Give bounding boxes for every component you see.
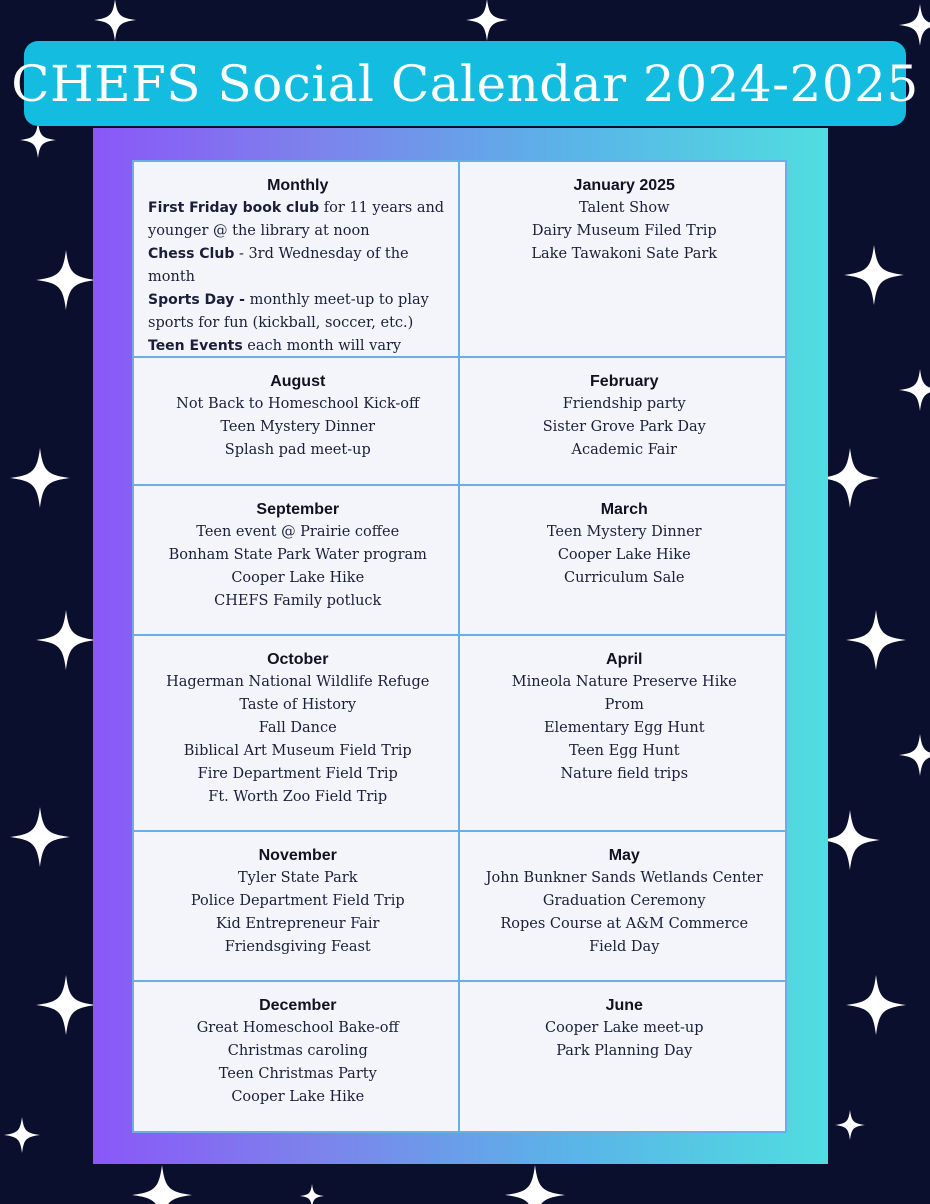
list-item: Teen Christmas Party — [218, 1066, 377, 1082]
list-item: Christmas caroling — [227, 1043, 368, 1059]
list-item: Great Homeschool Bake-off — [196, 1020, 399, 1036]
list-item: Cooper Lake Hike — [231, 1089, 365, 1105]
list-item: Cooper Lake meet-up — [545, 1020, 704, 1036]
list-item: Mineola Nature Preserve Hike — [511, 674, 737, 690]
cell-heading: April — [606, 651, 643, 668]
cell-september — [134, 486, 460, 636]
list-item: Ft. Worth Zoo Field Trip — [208, 789, 388, 805]
list-item: Dairy Museum Filed Trip — [531, 223, 717, 239]
list-item: Elementary Egg Hunt — [543, 720, 705, 736]
cell-march — [460, 486, 786, 636]
calendar-grid — [132, 160, 787, 1133]
cell-august — [134, 358, 460, 486]
list-item: Fall Dance — [258, 720, 337, 736]
star-icon — [10, 448, 70, 508]
cell-monthly — [134, 162, 460, 358]
list-item: John Bunkner Sands Wetlands Center — [485, 870, 763, 886]
cell-heading: October — [267, 651, 329, 668]
list-item: Ropes Course at A&M Commerce — [500, 916, 749, 932]
cell-heading: March — [600, 501, 648, 518]
list-item: Teen Events each month will vary — [148, 338, 402, 354]
cell-heading: December — [259, 997, 337, 1014]
star-icon — [94, 0, 136, 41]
cell-april — [460, 636, 786, 832]
star-icon — [36, 610, 96, 670]
star-icon — [36, 975, 96, 1035]
list-item: Police Department Field Trip — [190, 893, 405, 909]
cell-heading: August — [270, 373, 326, 390]
list-item: Lake Tawakoni Sate Park — [531, 246, 718, 262]
cell-may — [460, 832, 786, 982]
star-icon — [835, 1110, 865, 1140]
star-icon — [899, 369, 930, 411]
list-item: Graduation Ceremony — [542, 893, 706, 909]
list-item: Sports Day - monthly meet-up to play sports for fun (kickball, soccer, etc.) — [148, 292, 429, 331]
list-item: Bonham State Park Water program — [168, 547, 427, 563]
cell-november — [134, 832, 460, 982]
star-icon — [505, 1165, 565, 1204]
star-icon — [36, 250, 96, 310]
list-item: Teen Mystery Dinner — [546, 524, 702, 540]
list-item: Sister Grove Park Day — [542, 419, 706, 435]
cell-heading: November — [258, 847, 337, 864]
cell-december — [134, 982, 460, 1131]
star-icon — [846, 975, 906, 1035]
list-item: Tyler State Park — [237, 870, 358, 886]
list-item: Friendship party — [562, 396, 686, 412]
star-icon — [846, 610, 906, 670]
list-item: First Friday book club for 11 years and younger @ the library at noon — [148, 200, 445, 239]
star-icon — [10, 807, 70, 867]
cell-october — [134, 636, 460, 832]
cell-heading: January 2025 — [573, 177, 675, 194]
list-item: Nature field trips — [560, 766, 689, 782]
list-item: Kid Entrepreneur Fair — [215, 916, 380, 932]
cell-heading: February — [590, 373, 659, 390]
list-item: Curriculum Sale — [563, 570, 685, 586]
list-item: Field Day — [589, 939, 660, 955]
list-item: Park Planning Day — [556, 1043, 693, 1059]
cell-heading: June — [605, 997, 643, 1014]
title-banner — [11, 41, 919, 126]
star-icon — [899, 4, 930, 46]
star-icon — [820, 448, 880, 508]
star-icon — [820, 810, 880, 870]
list-item: Cooper Lake Hike — [557, 547, 691, 563]
star-icon — [4, 1117, 40, 1153]
cell-heading: Monthly — [267, 177, 329, 194]
cell-heading: May — [608, 847, 640, 864]
star-icon — [20, 122, 56, 158]
list-item: Taste of History — [239, 697, 357, 713]
list-item: Splash pad meet-up — [224, 442, 371, 458]
list-item: Academic Fair — [571, 442, 677, 458]
cell-february — [460, 358, 786, 486]
star-icon — [466, 0, 508, 41]
cell-heading: September — [256, 501, 340, 518]
page-title: CHEFS Social Calendar 2024-2025 — [11, 54, 919, 113]
list-item: Chess Club - 3rd Wednesday of the month — [148, 246, 409, 285]
list-item: Prom — [604, 697, 644, 713]
list-item: Biblical Art Museum Field Trip — [183, 743, 412, 759]
cell-june — [460, 982, 786, 1131]
list-item: Friendsgiving Feast — [224, 939, 371, 955]
star-icon — [300, 1184, 324, 1204]
list-item: Cooper Lake Hike — [231, 570, 365, 586]
star-icon — [132, 1165, 192, 1204]
star-icon — [844, 245, 904, 305]
list-item: Fire Department Field Trip — [197, 766, 398, 782]
list-item: Teen Mystery Dinner — [220, 419, 376, 435]
list-item: CHEFS Family potluck — [214, 593, 382, 609]
list-item: Teen Egg Hunt — [568, 743, 680, 759]
list-item: Teen event @ Prairie coffee — [196, 524, 400, 540]
list-item: Hagerman National Wildlife Refuge — [166, 674, 430, 690]
list-item: Not Back to Homeschool Kick-off — [176, 396, 420, 412]
list-item: Talent Show — [578, 200, 670, 216]
cell-january — [460, 162, 786, 358]
star-icon — [899, 734, 930, 776]
